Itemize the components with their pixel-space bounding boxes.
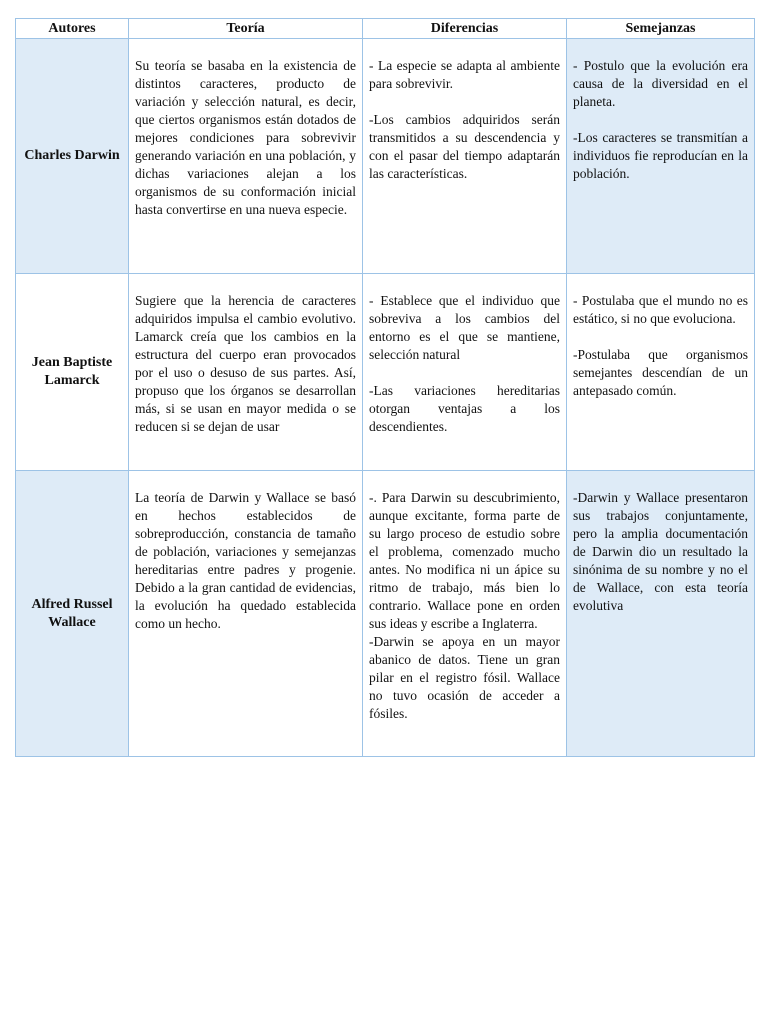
difference-text: - La especie se adapta al ambiente para sobrevivir. [369, 58, 560, 91]
author-cell [16, 471, 129, 757]
difference-text: -Las variaciones hereditarias otorgan ventajas a los descendientes. [369, 383, 560, 434]
header-similarities: Semejanzas [567, 19, 755, 39]
differences-cell [363, 39, 567, 274]
similarity-text: - Postulaba que el mundo no es estático, si no que evoluciona. [573, 293, 748, 326]
table-row [16, 274, 755, 471]
header-authors: Autores [16, 19, 129, 39]
difference-text: -Los cambios adquiridos serán transmitidos a su descendencia y con el pasar del tiempo adaptarán las características. [369, 112, 560, 181]
author-name: Charles Darwin [24, 148, 120, 163]
similarities-cell [567, 39, 755, 274]
differences-cell [363, 471, 567, 757]
author-cell [16, 274, 129, 471]
similarity-text: -Postulaba que organismos semejantes descendían de un antepasado común. [573, 347, 748, 398]
header-theory: Teoría [129, 19, 363, 39]
similarities-cell [567, 274, 755, 471]
author-name: Alfred Russel Wallace [31, 596, 113, 630]
table-row [16, 39, 755, 274]
similarity-text: -Los caracteres se transmitían a individuos fie reproducían en la población. [573, 130, 748, 181]
theory-text: Su teoría se basaba en la existencia de distintos caracteres, producto de variación y selección natural, es decir, que ciertos organismos están dotados de mejores condiciones para sobrevivir generando variación en una población, y dichas variaciones alejan a los organismos de su conformación inicial hasta convertirse en una nueva especie. [135, 58, 356, 217]
header-differences: Diferencias [363, 19, 567, 39]
comparison-table [15, 18, 755, 757]
table-row [16, 471, 755, 757]
theory-text: La teoría de Darwin y Wallace se basó en hechos establecidos de sobreproducción, constancia de tamaño de población, variaciones y semejanzas hereditarias entre padres y progenie. Debido a la gran cantidad de evidencias, la evolución ha quedado establecida como un hecho. [135, 490, 356, 631]
theory-cell [129, 471, 363, 757]
difference-text: -. Para Darwin su descubrimiento, aunque excitante, forma parte de su largo proceso de estudio sobre el problema, comenzado mucho antes. No modifica ni un ápice su ritmo de trabajo, más bien lo contrario. Wallace pone en orden sus ideas y escribe a Inglaterra. [369, 490, 560, 631]
difference-text: -Darwin se apoya en un mayor abanico de datos. Tiene un gran pilar en el registro fósil. Wallace no tuvo ocasión de acceder a fósiles. [369, 634, 560, 721]
author-cell [16, 39, 129, 274]
similarity-text: -Darwin y Wallace presentaron sus trabajos conjuntamente, pero la amplia documentación de Darwin dio un resultado la sinónima de su nombre y no el de Wallace, con esta teoría evolutiva [573, 490, 748, 613]
theory-cell [129, 39, 363, 274]
author-name: Jean Baptiste Lamarck [31, 355, 113, 388]
theory-cell [129, 274, 363, 471]
difference-text: - Establece que el individuo que sobreviva a los cambios del entorno es el que se mantiene, selección natural [369, 293, 560, 362]
similarities-cell [567, 471, 755, 757]
similarity-text: - Postulo que la evolución era causa de la diversidad en el planeta. [573, 58, 748, 109]
header-row [16, 19, 755, 39]
differences-cell [363, 274, 567, 471]
theory-text: Sugiere que la herencia de caracteres adquiridos impulsa el cambio evolutivo. Lamarck creía que los cambios en la estructura del cuerpo eran provocados por el uso o desuso de sus partes. Así, propuso que los órganos se desarrollan más, si se usan en mayor medida o se reducen si se dejan de usar [135, 293, 356, 434]
